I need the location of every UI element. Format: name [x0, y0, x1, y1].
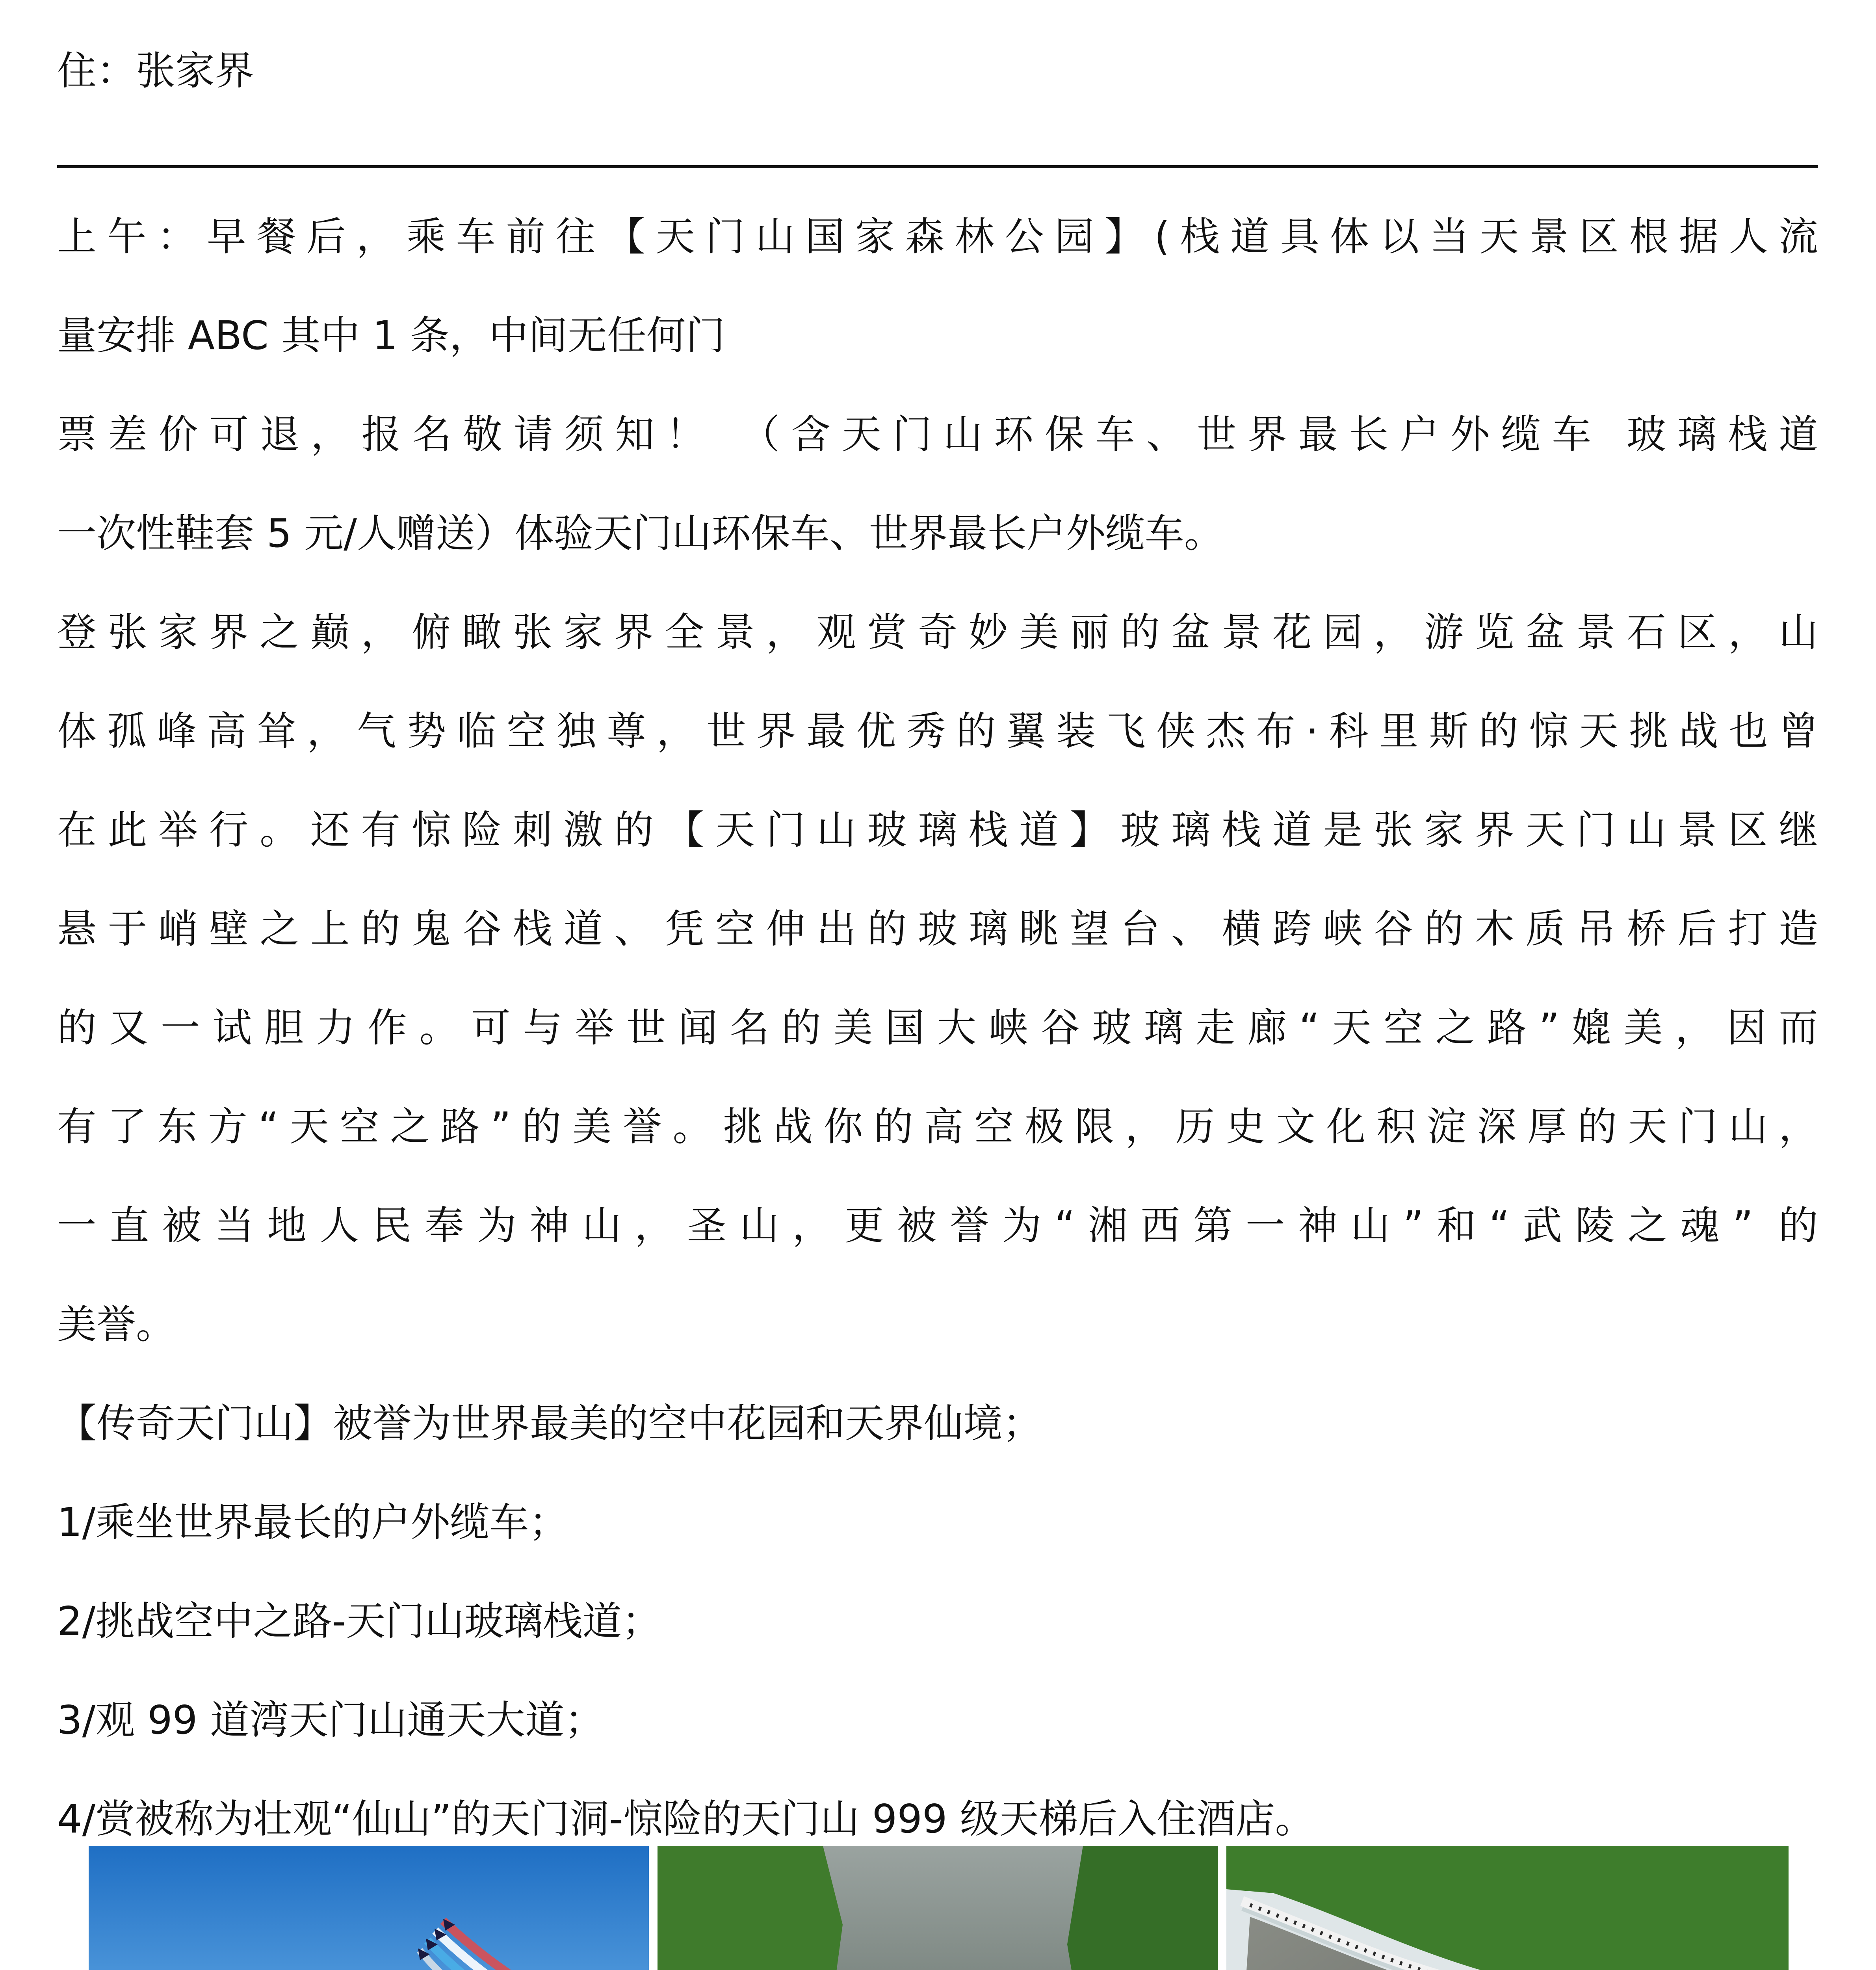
paragraph-line: 悬于峭壁之上的鬼谷栈道、凭空伸出的玻璃眺望台、横跨峡谷的木质吊桥后打造 [57, 906, 1818, 952]
paragraph-line: 一次性鞋套 5 元/人赠送）体验天门山环保车、世界最长户外缆车。 [57, 510, 1224, 556]
glass-skywalk-photo [1226, 1846, 1789, 1970]
highlight-item: 2/挑战空中之路-天门山玻璃栈道； [57, 1598, 661, 1644]
paragraph-line: 体孤峰高耸，气势临空独尊，世界最优秀的翼装飞侠杰布·科里斯的惊天挑战也曾 [57, 708, 1818, 754]
itinerary-text [57, 187, 1818, 1868]
tianmen-aerobatics-photo [89, 1846, 649, 1970]
photo-strip [89, 1846, 1789, 1970]
paragraph-line: 票差价可退，报名敬请须知！ （含天门山环保车、世界最长户外缆车 玻璃栈道 [57, 411, 1818, 457]
paragraph-line: 一直被当地人民奉为神山，圣山，更被誉为“湘西第一神山”和“武陵之魂” 的 [57, 1202, 1818, 1249]
skywalk-illustration [1226, 1846, 1789, 1970]
paragraph-line: 登张家界之巅，俯瞰张家界全景，观赏奇妙美丽的盆景花园，游览盆景石区，山 [57, 609, 1818, 655]
paragraph-line: 的又一试胆力作。可与举世闻名的美国大峡谷玻璃走廊“天空之路”媲美，因而 [57, 1005, 1818, 1051]
tianmen-cave-illustration [658, 1846, 1218, 1970]
section-divider [57, 165, 1818, 168]
paragraph-line: 有了东方“天空之路”的美誉。挑战你的高空极限，历史文化积淀深厚的天门山， [57, 1104, 1818, 1150]
accommodation-line: 住：张家界 [57, 48, 254, 94]
paragraph-line: 上午：早餐后，乘车前往【天门山国家森林公园】(栈道具体以当天景区根据人流 [57, 214, 1818, 260]
paragraph-line: 美誉。 [57, 1301, 175, 1347]
aerobatics-illustration [89, 1846, 649, 1970]
highlight-item: 4/赏被称为壮观“仙山”的天门洞-惊险的天门山 999 级天梯后入住酒店。 [57, 1796, 1315, 1842]
highlight-item: 1/乘坐世界最长的户外缆车； [57, 1499, 568, 1545]
highlight-item: 3/观 99 道湾天门山通天大道； [57, 1697, 604, 1743]
tianmen-cave-photo [658, 1846, 1218, 1970]
paragraph-line: 量安排 ABC 其中 1 条，中间无任何门 [57, 312, 725, 359]
paragraph-line: 在此举行。还有惊险刺激的【天门山玻璃栈道】玻璃栈道是张家界天门山景区继 [57, 807, 1818, 853]
highlight-heading: 【传奇天门山】被誉为世界最美的空中花园和天界仙境； [57, 1400, 1042, 1446]
